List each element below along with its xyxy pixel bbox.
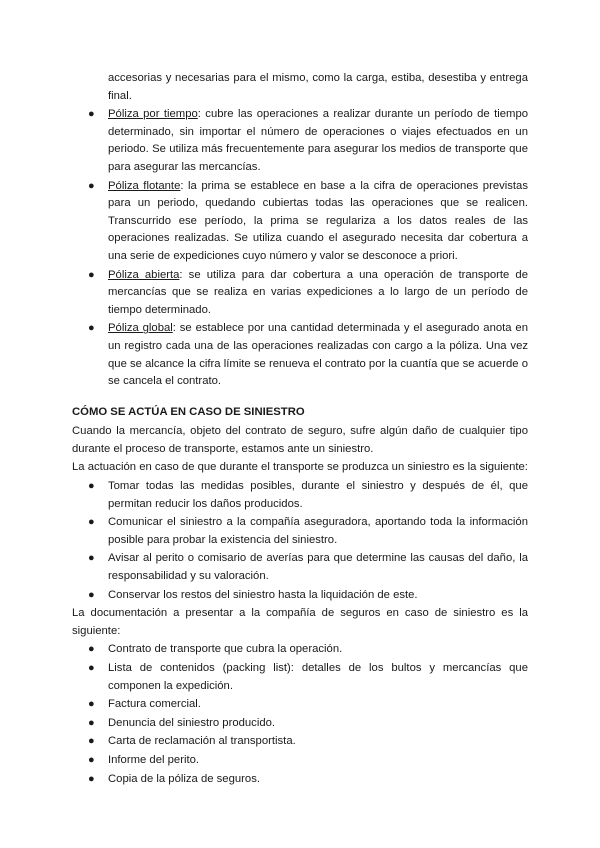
section-heading: CÓMO SE ACTÚA EN CASO DE SINIESTRO [72, 405, 305, 418]
bullet-icon: ● [88, 753, 95, 766]
list-item-text: Avisar al perito o comisario de averías para que determine las causas del daño, la responsabilidad y su valoración. [108, 552, 528, 583]
policy-term: Póliza abierta [108, 268, 180, 281]
list-item-text: Contrato de transporte que cubra la operación. [108, 643, 343, 656]
bullet-icon: ● [88, 772, 95, 785]
list-item [72, 320, 528, 390]
actuacion-list [72, 478, 528, 604]
bullet-icon: ● [88, 662, 95, 674]
bullet-icon: ● [88, 735, 95, 748]
list-item-text: Lista de contenidos (packing list): detalles de los bultos y mercancías que componen la expedición. [108, 662, 528, 692]
list-item [72, 752, 528, 770]
list-item [72, 696, 528, 714]
list-item [72, 550, 528, 585]
bullet-icon: ● [88, 516, 95, 529]
bullet-icon: ● [88, 480, 95, 493]
bullet-icon: ● [88, 268, 95, 281]
list-item-text: Copia de la póliza de seguros. [108, 772, 260, 785]
documentacion-list [72, 641, 528, 788]
bullet-icon: ● [88, 322, 95, 335]
policy-term: Póliza flotante [108, 179, 181, 192]
policy-description: : cubre las operaciones a realizar durante un período de tiempo determinado, sin importar el número de operaciones o viajes efectuados en un periodo. Se utiliza más frecuentemente para asegurar los medios de transporte que para asegurar las mercancías. [108, 108, 529, 173]
list-item [72, 641, 528, 659]
list-item [72, 478, 528, 513]
policy-description: : se utiliza para dar cobertura a una operación de transporte de mercancías que se realiza en varias expediciones a lo largo de un período de tiempo determinado. [108, 268, 528, 316]
list-item-text: Denuncia del siniestro producido. [108, 716, 276, 729]
policy-list [72, 106, 528, 391]
policy-term: Póliza por tiempo [108, 108, 198, 121]
bullet-icon: ● [88, 698, 95, 711]
list-item [72, 178, 528, 266]
list-item-text: Comunicar el siniestro a la compañía aseguradora, aportando toda la información posible para probar la existencia del siniestro. [108, 516, 528, 546]
list-item-text: Informe del perito. [108, 753, 200, 766]
bullet-icon: ● [88, 643, 95, 656]
list-item-text: Tomar todas las medidas posibles, durante el siniestro y después de él, que permitan reducir los daños producidos. [108, 480, 528, 510]
list-item-text: Conservar los restos del siniestro hasta la liquidación de este. [108, 588, 418, 601]
bullet-icon: ● [88, 716, 95, 729]
list-item [72, 587, 528, 605]
list-item [72, 771, 528, 789]
bullet-icon: ● [88, 108, 95, 121]
bullet-icon: ● [88, 588, 95, 601]
actuacion-intro: La actuación en caso de que durante el transporte se produzca un siniestro es la siguiente: [72, 461, 528, 474]
policy-description: : la prima se establece en base a la cifra de operaciones previstas para un periodo, quedando cubiertas todas las operaciones que se realicen. Transcurrido ese período, la prima se regulariza a los datos reales de las operaciones realizadas. Se utiliza cuando el asegurado necesita dar cobertura a una serie de expediciones cuyo número y valor se desconoce a priori. [108, 179, 528, 262]
list-item [72, 733, 528, 751]
documentacion-intro: La documentación a presentar a la compañía de seguros en caso de siniestro es la siguiente: [72, 607, 528, 637]
policy-intro-continuation: accesorias y necesarias para el mismo, como la carga, estiba, desestiba y entrega final. [108, 72, 528, 102]
list-item-text: Factura comercial. [108, 698, 201, 711]
list-item [72, 660, 528, 695]
policy-description: : se establece por una cantidad determinada y el asegurado anota en un registro cada una de las operaciones realizadas con cargo a la póliza. Una vez que se alcance la cifra límite se renueva el contrato por la cuantía que se acuerde o se cancela el contrato. [108, 322, 528, 388]
policy-term: Póliza global [108, 322, 173, 335]
bullet-icon: ● [88, 179, 95, 192]
siniestro-intro: Cuando la mercancía, objeto del contrato de seguro, sufre algún daño de cualquier tipo durante el proceso de transporte, estamos ante un siniestro. [72, 425, 528, 455]
list-item [72, 106, 528, 176]
list-item-text: Carta de reclamación al transportista. [108, 735, 296, 748]
list-item [72, 267, 528, 320]
bullet-icon: ● [88, 552, 95, 565]
list-item [72, 715, 528, 733]
list-item [72, 514, 528, 549]
document-content [72, 70, 528, 789]
